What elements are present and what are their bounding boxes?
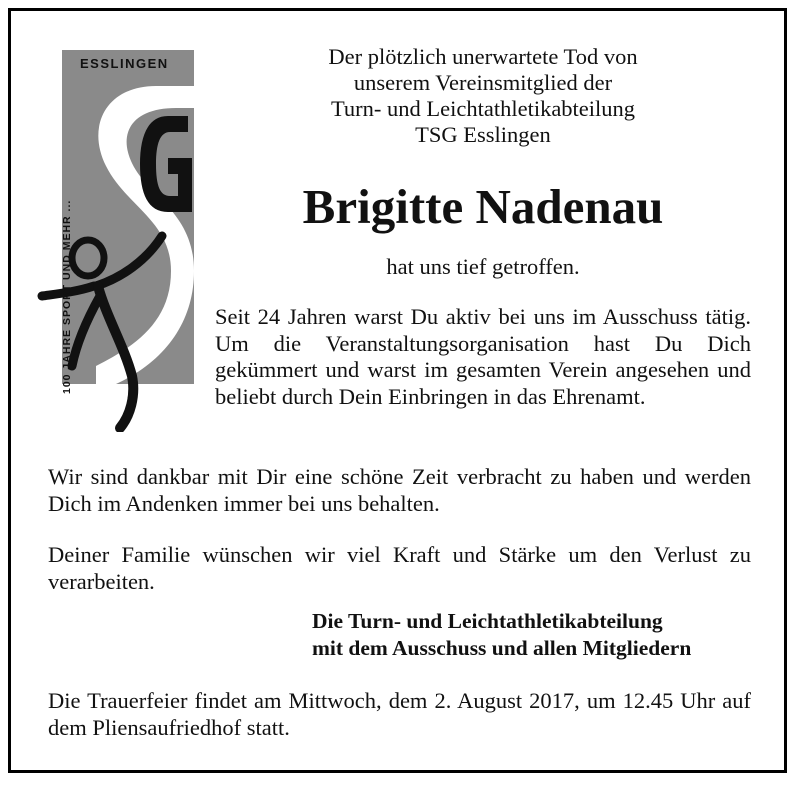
logo-city-text: ESSLINGEN bbox=[80, 56, 169, 71]
intro-text bbox=[228, 44, 738, 148]
logo-slogan-text: 100 JAHRE SPORT UND MEHR ... bbox=[61, 199, 73, 394]
struck-line: hat uns tief getroffen. bbox=[386, 254, 580, 279]
signature-line: mit dem Ausschuss und allen Mitgliedern bbox=[312, 636, 692, 660]
tenure-paragraph: Seit 24 Jahren warst Du aktiv bei uns im Ausschuss tätig. Um die Veranstaltungsorganisation hast Du Dich gekümmert und warst im gesamten Verein angesehen und beliebt durch Dein Einbringen in das Ehrenamt. bbox=[215, 304, 751, 409]
club-emblem-icon bbox=[36, 46, 200, 432]
signature-block bbox=[312, 608, 772, 662]
intro-line: TSG Esslingen bbox=[415, 122, 551, 147]
deceased-name: Brigitte Nadenau bbox=[302, 179, 664, 234]
intro-line: unserem Vereinsmitglied der bbox=[353, 70, 613, 95]
intro-line: Der plötzlich unerwartete Tod von bbox=[328, 44, 638, 69]
signature-line: Die Turn- und Leichtathletikabteilung bbox=[312, 609, 663, 633]
intro-line: Turn- und Leichtathletikabteilung bbox=[330, 96, 636, 121]
gratitude-paragraph: Wir sind dankbar mit Dir eine schöne Zeit verbracht zu haben und werden Dich im Andenken immer bei uns behalten. bbox=[48, 464, 751, 516]
funeral-paragraph: Die Trauerfeier findet am Mittwoch, dem 2. August 2017, um 12.45 Uhr auf dem Pliensaufriedhof statt. bbox=[48, 688, 751, 740]
condolence-paragraph: Deiner Familie wünschen wir viel Kraft und Stärke um den Verlust zu verarbeiten. bbox=[48, 542, 751, 594]
